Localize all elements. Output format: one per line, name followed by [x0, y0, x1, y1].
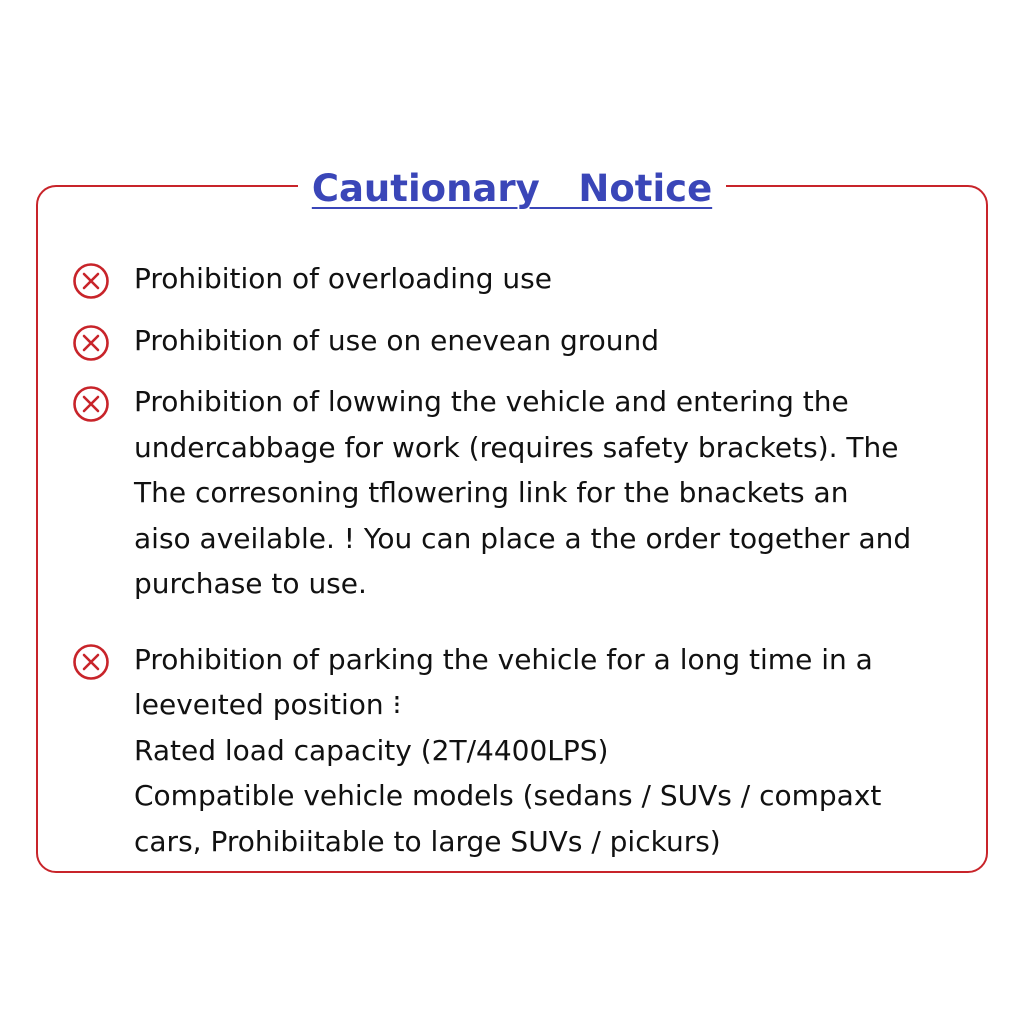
text-line: aiso aveilable. ! You can place a the order together and	[134, 521, 912, 555]
prohibition-list	[72, 256, 972, 880]
text-line: Compatible vehicle models (sedans / SUVs / compaxt	[134, 779, 882, 812]
text-line: Prohibition of parking the vehicle for a long time in a	[134, 642, 873, 676]
prohibition-text	[134, 379, 972, 607]
prohibition-text	[134, 256, 972, 302]
prohibited-x-circle-icon	[72, 262, 110, 300]
prohibited-x-circle-icon	[72, 385, 110, 423]
prohibited-x-circle-icon	[72, 643, 110, 681]
notice-title: Cautionary Notice	[298, 164, 726, 214]
text-line: undercabbage for work (requires safety brackets). The	[134, 430, 899, 464]
prohibition-item	[72, 379, 972, 607]
text-line: cars, Prohibiitable to large SUVs / pickurs)	[134, 824, 721, 858]
text-line: Prohibition of overloading use	[134, 262, 552, 295]
text-line: Rated load capacity (2T/4400LPS)	[134, 733, 609, 767]
prohibition-item	[72, 256, 972, 302]
prohibited-x-circle-icon	[72, 324, 110, 362]
prohibition-text	[134, 637, 972, 865]
text-line: The corresoning tflowering link for the bnackets an	[134, 476, 849, 509]
text-line: Prohibition of lowwing the vehicle and entering the	[134, 385, 849, 418]
text-line: leeveıted position ⁝	[134, 688, 402, 721]
prohibition-item	[72, 637, 972, 865]
prohibition-item	[72, 318, 972, 364]
text-line: Prohibition of use on enevean ground	[134, 323, 660, 357]
prohibition-text	[134, 318, 972, 364]
text-line: purchase to use.	[134, 567, 367, 600]
